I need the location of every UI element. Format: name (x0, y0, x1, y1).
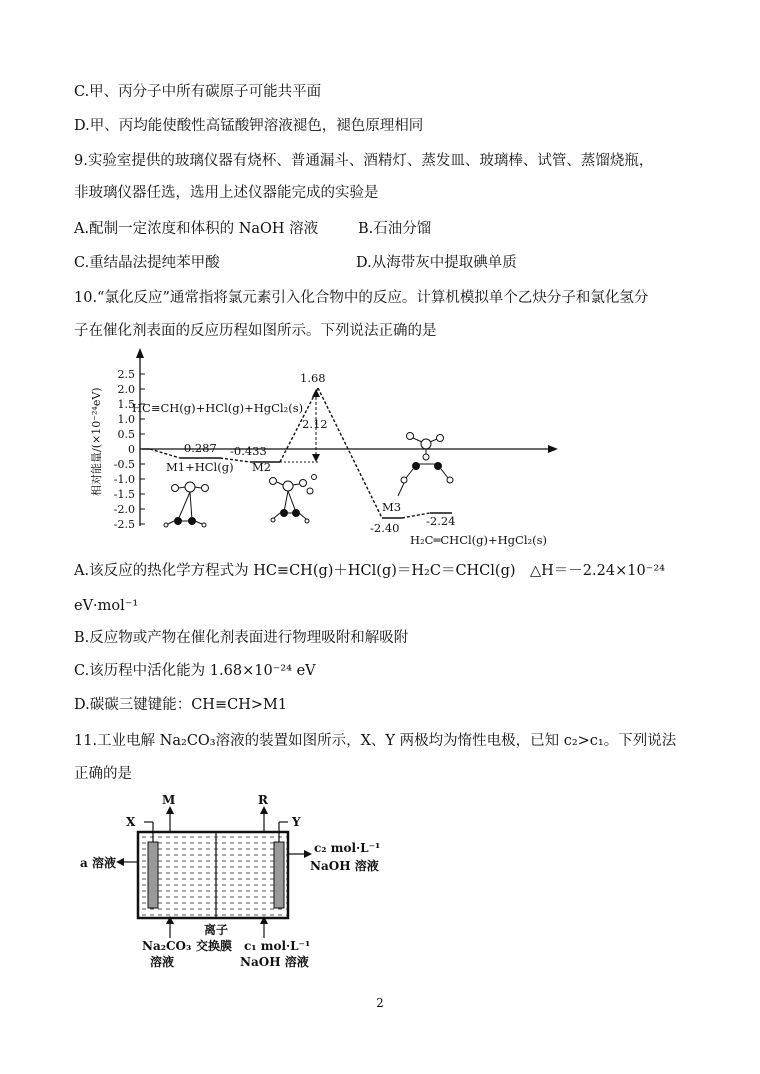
label-right-inflow-2: NaOH 溶液 (240, 955, 309, 969)
q9-option-c: C.重结晶法提纯苯甲酸 (74, 255, 220, 271)
ytick-1.0: 1.0 (117, 413, 135, 426)
label-left-outflow: a 溶液 (80, 856, 116, 870)
ytick-neg0.5: -0.5 (113, 458, 135, 471)
label-right-inflow-1: c₁ mol·L⁻¹ (244, 939, 311, 953)
y-axis-arrow (136, 348, 144, 358)
label-left-inflow-2: 溶液 (150, 955, 175, 969)
page-number: 2 (376, 996, 384, 1010)
q10-stem-line1: 10.“氯化反应”通常指将氯元素引入化合物中的反应。计算机模拟单个乙炔分子和氯化氢分 (74, 290, 649, 306)
value-barrier: 2.12 (302, 417, 328, 431)
value-ts: 1.68 (300, 371, 326, 385)
barrier-arrow-head-down (312, 454, 320, 462)
ytick-neg2.0: -2.0 (113, 503, 135, 516)
value-end: -2.24 (426, 514, 456, 528)
label-right-outflow-1: c₂ mol·L⁻¹ (314, 841, 381, 855)
q10-option-d: D.碳碳三键键能：CH≡CH>M1 (74, 697, 288, 713)
q10-option-a-line1: A.该反应的热化学方程式为 HC≡CH(g)＋HCl(g)＝H₂C＝CHCl(g) △H＝－2.24×10⁻²⁴ (74, 563, 665, 579)
product-label: H₂C═CHCl(g)+HgCl₂(s) (410, 533, 547, 547)
electrolysis-cell-figure (78, 792, 408, 972)
label-membrane-1: 离子 (204, 923, 229, 937)
cell-tank (138, 832, 288, 918)
label-y: Y (292, 815, 301, 829)
molecule-m2-icon (270, 475, 317, 524)
label-membrane-2: 交换膜 (196, 939, 233, 953)
q10-stem-line2: 子在催化剂表面的反应历程如图所示。下列说法正确的是 (74, 323, 437, 339)
q9-stem-line1: 9.实验室提供的玻璃仪器有烧杯、普通漏斗、酒精灯、蒸发皿、玻璃棒、试管、蒸馏烧瓶， (74, 153, 654, 169)
q9-option-d: D.从海带灰中提取碘单质 (356, 255, 517, 271)
connector-1 (150, 449, 180, 458)
label-right-outflow-2: NaOH 溶液 (310, 859, 379, 873)
label-m: M (162, 793, 176, 807)
x-axis-arrow (548, 445, 558, 453)
ytick-0.5: 0.5 (117, 428, 135, 441)
reactant-label: HC≡CH(g)+HCl(g)+HgCl₂(s) (132, 401, 304, 415)
m3-label: M3 (382, 500, 402, 514)
ytick-neg1.5: -1.5 (113, 488, 135, 501)
m2-label: M2 (252, 460, 272, 474)
value-m3: -2.40 (370, 521, 400, 535)
y-axis-label: 相对能量/(×10⁻²⁴eV) (90, 387, 103, 496)
q10-option-b: B.反应物或产物在催化剂表面进行物理吸附和解吸附 (74, 630, 409, 646)
value-m1: -0.287 (180, 441, 217, 455)
q11-stem-line1: 11.工业电解 Na₂CO₃溶液的装置如图所示，X、Y 两极均为惰性电极，已知 c₂>c₁。下列说法 (74, 733, 677, 749)
value-m2: -0.433 (230, 444, 267, 458)
q9-stem-line2: 非玻璃仪器任选，选用上述仪器能完成的实验是 (74, 185, 379, 201)
electrode-x (148, 842, 158, 908)
label-r: R (258, 793, 268, 807)
ytick-2.5: 2.5 (117, 368, 135, 381)
q11-stem-line2: 正确的是 (74, 766, 132, 782)
q9-option-a: A.配制一定浓度和体积的 NaOH 溶液 (74, 221, 319, 237)
q10-option-a-line2: eV·mol⁻¹ (74, 598, 139, 614)
m1-label: M1+HCl(g) (166, 460, 234, 474)
ytick-neg1.0: -1.0 (113, 473, 135, 486)
ytick-neg2.5: -2.5 (113, 518, 135, 531)
electrode-y (274, 842, 284, 908)
energy-profile-figure (80, 346, 570, 552)
q10-option-c: C.该历程中活化能为 1.68×10⁻²⁴ eV (74, 663, 316, 679)
label-x: X (126, 815, 136, 829)
label-left-inflow-1: Na₂CO₃ (142, 939, 192, 953)
connector-4 (318, 388, 382, 518)
q9-option-b: B.石油分馏 (358, 221, 432, 237)
molecule-m1-icon (164, 482, 209, 527)
ytick-0: 0 (128, 443, 135, 456)
q8-option-c: C.甲、丙分子中所有碳原子可能共平面 (74, 84, 322, 100)
q8-option-d: D.甲、丙均能使酸性高锰酸钾溶液褪色，褪色原理相同 (74, 118, 424, 134)
ytick-2.0: 2.0 (117, 383, 135, 396)
molecule-m3-icon (398, 433, 453, 497)
ytick-1.5: 1.5 (117, 398, 135, 411)
